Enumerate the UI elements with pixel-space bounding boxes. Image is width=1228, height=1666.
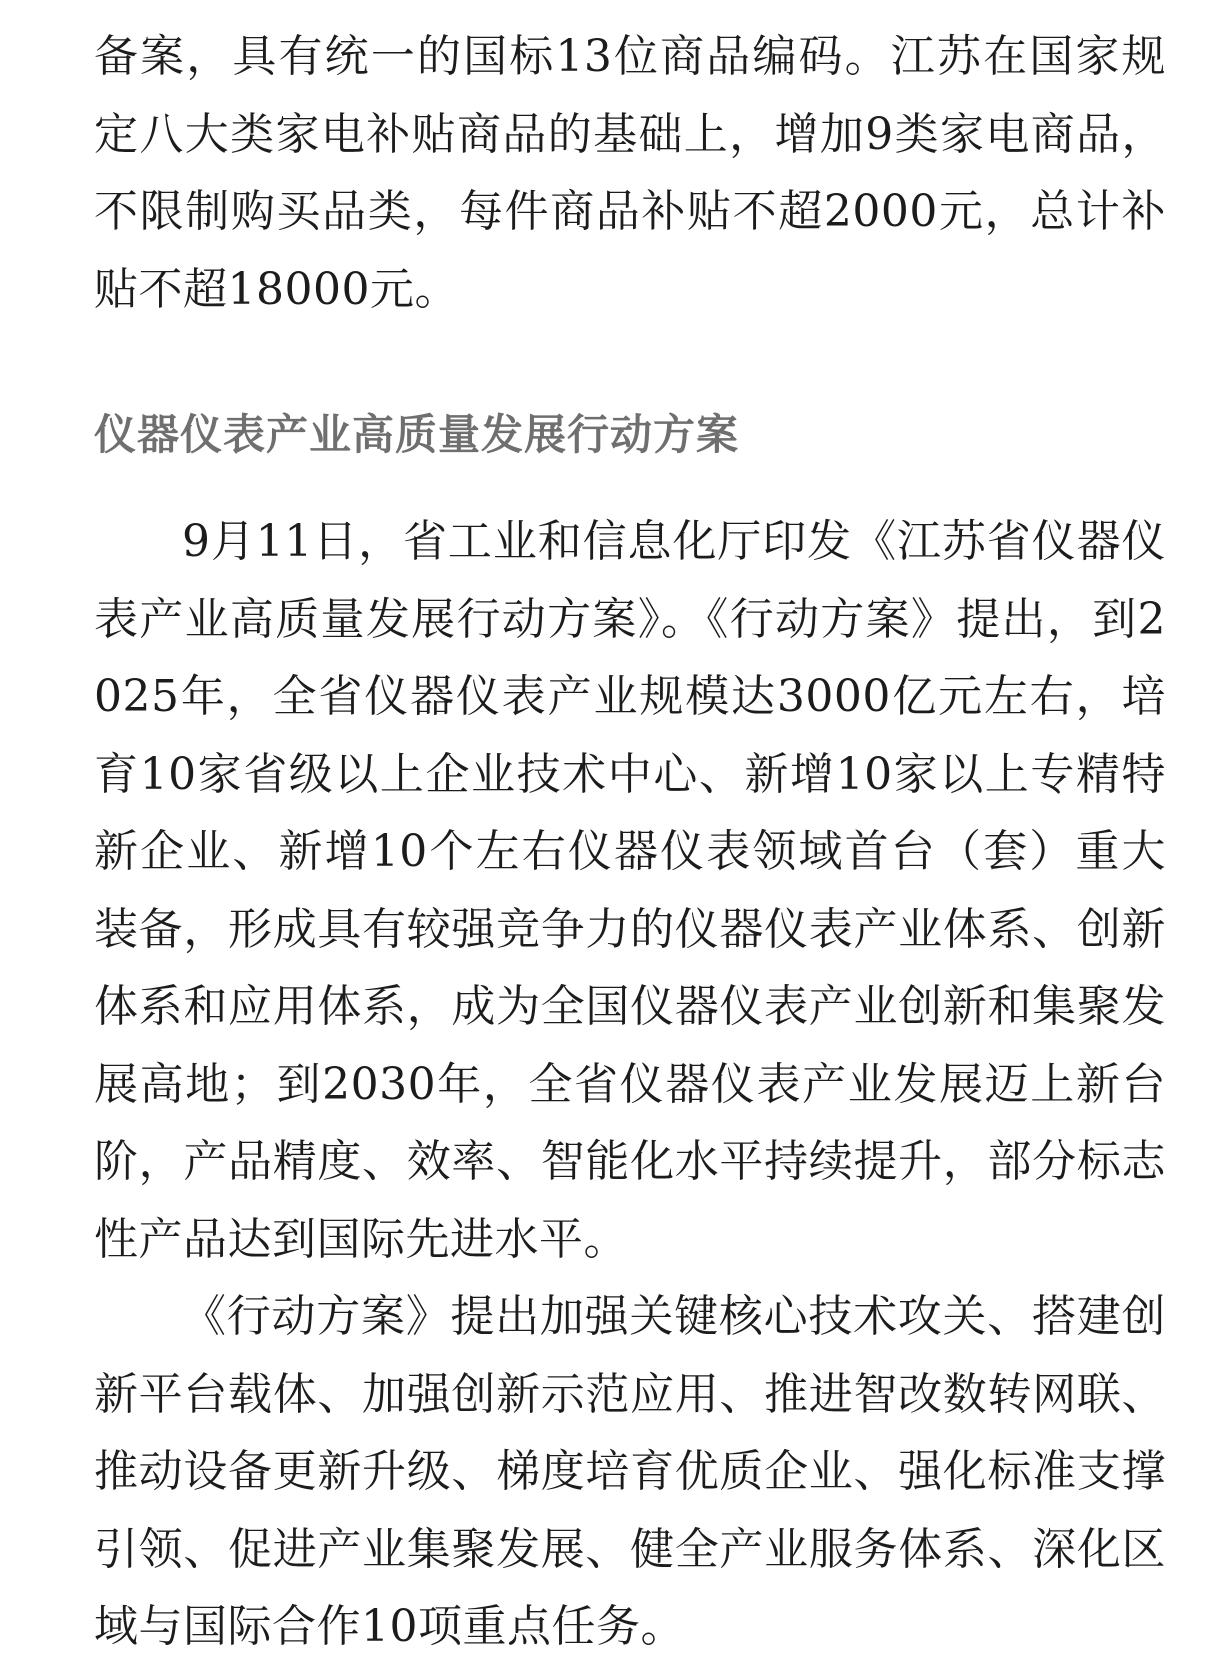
- section-spacer: [94, 328, 1166, 405]
- body-paragraph-2: 《行动方案》提出加强关键核心技术攻关、搭建创新平台载体、加强创新示范应用、推进智改数转网联、推动设备更新升级、梯度培育优质企业、强化标准支撑引领、促进产业集聚发展、健全产业服务体系、深化区域与国际合作10项重点任务。: [94, 1291, 1166, 1652]
- heading-spacer: [94, 465, 1166, 503]
- section-heading: 仪器仪表产业高质量发展行动方案: [94, 410, 740, 459]
- body-paragraph-1: 9月11日，省工业和信息化厅印发《江苏省仪器仪表产业高质量发展行动方案》。《行动方案》提出，到2025年，全省仪器仪表产业规模达3000亿元左右，培育10家省级以上企业技术中心、新增10家以上专精特新企业、新增10个左右仪器仪表领域首台（套）重大装备，形成具有较强竞争力的仪器仪表产业体系、创新体系和应用体系，成为全国仪器仪表产业创新和集聚发展高地；到2030年，全省仪器仪表产业发展迈上新台阶，产品精度、效率、智能化水平持续提升，部分标志性产品达到国际先进水平。: [94, 516, 1166, 1265]
- document-body: [94, 18, 1166, 1666]
- intro-paragraph: 备案，具有统一的国标13位商品编码。江苏在国家规定八大类家电补贴商品的基础上，增加9类家电商品，不限制购买品类，每件商品补贴不超2000元，总计补贴不超18000元。: [94, 31, 1166, 315]
